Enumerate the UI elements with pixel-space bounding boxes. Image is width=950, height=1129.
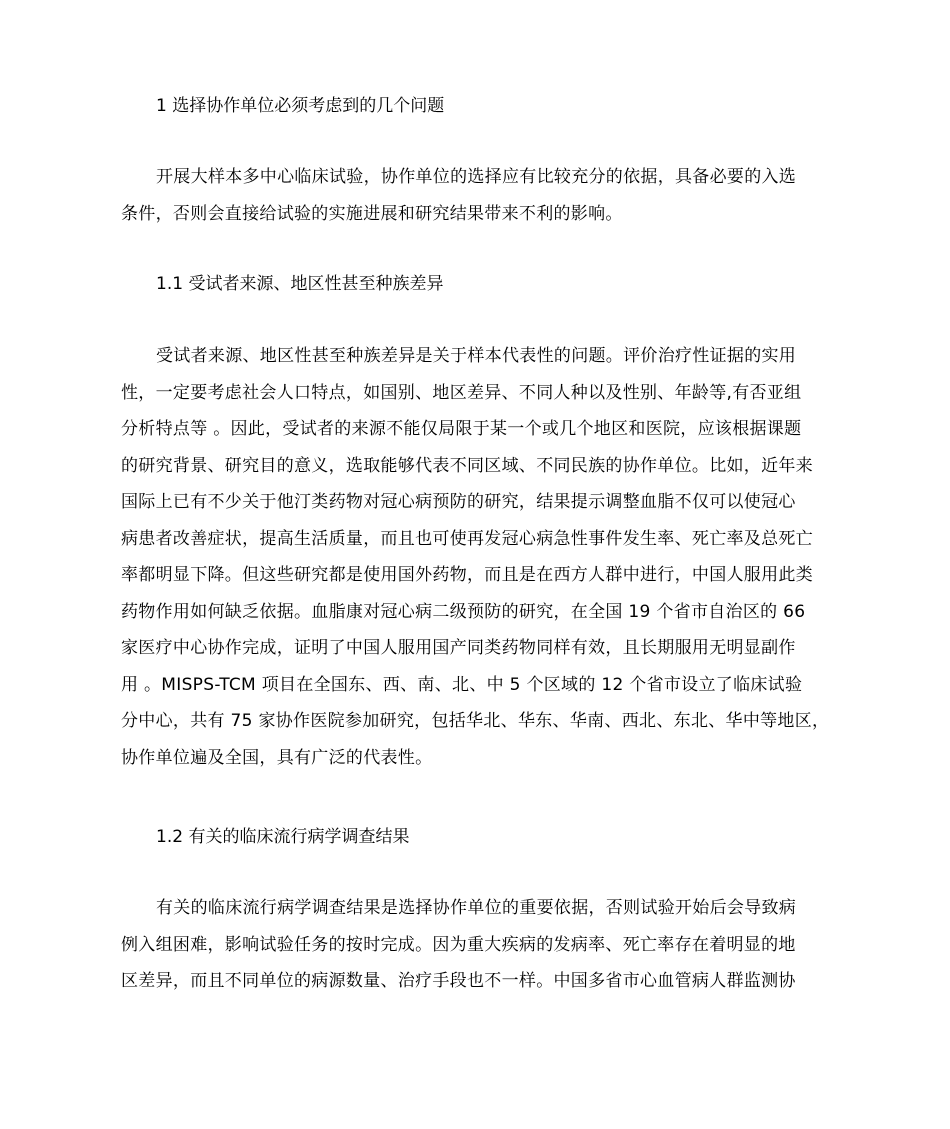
paragraph-line: 的研究背景、研究目的意义，选取能够代表不同区域、不同民族的协作单位。比如，近年来: [121, 455, 813, 476]
paragraph-line: 率都明显下降。但这些研究都是使用国外药物，而且是在西方人群中进行，中国人服用此类: [121, 565, 813, 585]
paragraph-2: [121, 338, 831, 776]
paragraph-line: 区差异，而且不同单位的病源数量、治疗手段也不一样。中国多省市心血管病人群监测协: [121, 971, 796, 991]
section-heading-1-1: 1.1 受试者来源、地区性甚至种族差异: [156, 274, 444, 294]
paragraph-3: [121, 890, 831, 1000]
paragraph-line: 协作单位遍及全国，具有广泛的代表性。: [121, 747, 433, 768]
section-heading-1: 1 选择协作单位必须考虑到的几个问题: [156, 96, 445, 116]
paragraph-line: 有关的临床流行病学调查结果是选择协作单位的重要依据，否则试验开始后会导致病: [156, 898, 797, 918]
paragraph-line: 分中心，共有 75 家协作医院参加研究，包括华北、华东、华南、西北、东北、华中等地区，: [121, 711, 830, 731]
paragraph-line: 药物作用如何缺乏依据。血脂康对冠心病二级预防的研究，在全国 19 个省市自治区的 66: [121, 601, 806, 622]
paragraph-line: 家医疗中心协作完成，证明了中国人服用国产同类药物同样有效，且长期服用无明显副作: [121, 638, 796, 658]
paragraph-line: 开展大样本多中心临床试验，协作单位的选择应有比较充分的依据，具备必要的入选: [156, 167, 797, 187]
paragraph-line: 性，一定要考虑社会人口特点，如国别、地区差异、不同人种以及性别、年龄等,有否亚组: [121, 382, 802, 403]
paragraph-line: 例入组困难，影响试验任务的按时完成。因为重大疾病的发病率、死亡率存在着明显的地: [121, 934, 796, 955]
paragraph-line: 受试者来源、地区性甚至种族差异是关于样本代表性的问题。评价治疗性证据的实用: [156, 346, 797, 366]
paragraph-line: 条件，否则会直接给试验的实施进展和研究结果带来不利的影响。: [121, 203, 623, 224]
paragraph-1: [121, 159, 831, 232]
paragraph-line: 用 。MISPS-TCM 项目在全国东、西、南、北、中 5 个区域的 12 个省市设立了临床试验: [121, 674, 803, 695]
paragraph-line: 国际上已有不少关于他汀类药物对冠心病预防的研究，结果提示调整血脂不仅可以使冠心: [121, 492, 796, 512]
paragraph-line: 病患者改善症状，提高生活质量，而且也可使再发冠心病急性事件发生率、死亡率及总死亡: [121, 528, 813, 549]
section-heading-1-2: 1.2 有关的临床流行病学调查结果: [156, 827, 410, 847]
paragraph-line: 分析特点等 。因此，受试者的来源不能仅局限于某一个或几个地区和医院，应该根据课题: [121, 419, 802, 439]
